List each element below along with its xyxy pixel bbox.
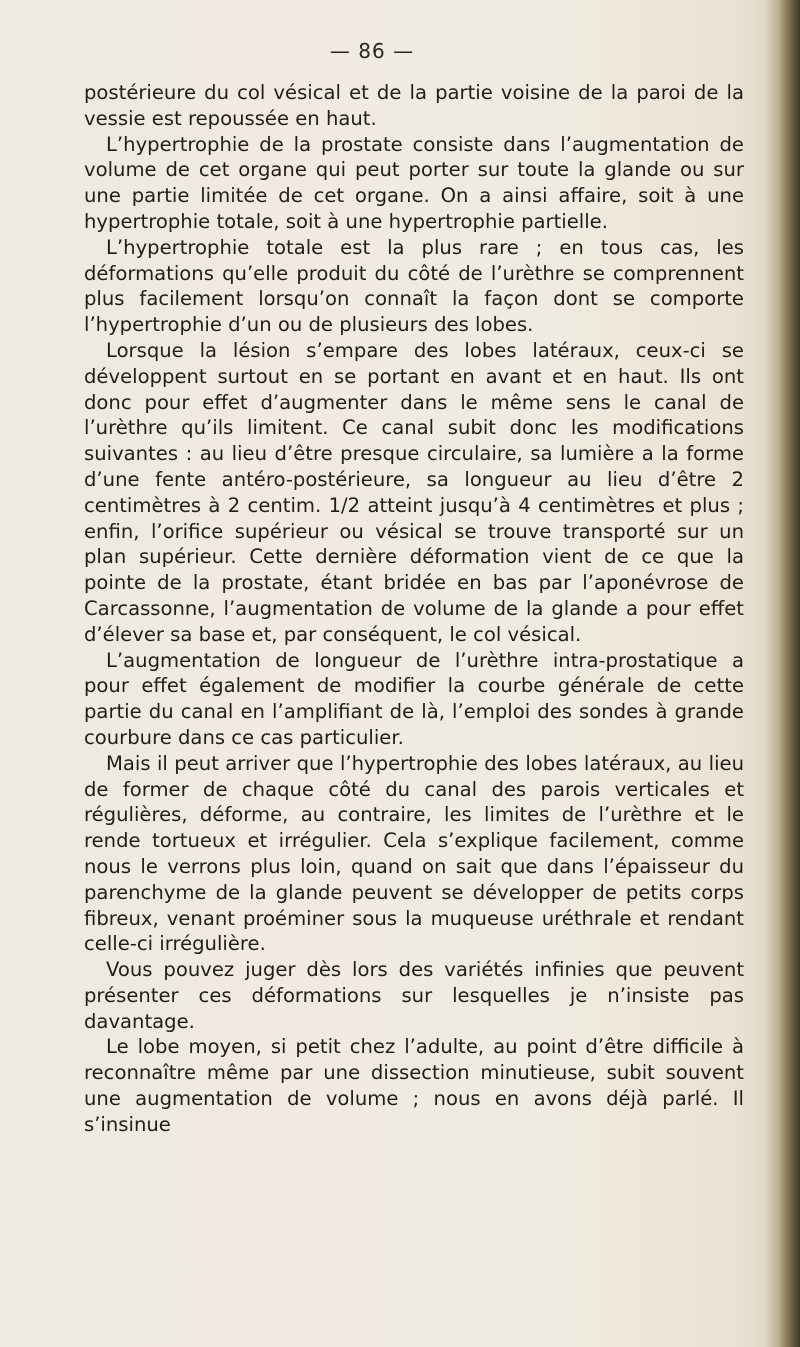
paragraph: Lorsque la lésion s’empare des lobes latéraux, ceux-ci se développent surtout en se portant en avant et en haut. Ils ont donc pour effet d’augmenter dans le même sens le canal de l’urèthre qu’ils limitent. Ce canal subit donc les modifications suivantes : au lieu d’être presque circulaire, sa lumière a la forme d’une fente antéro-postérieure, sa longueur au lieu d’être 2 centimètres à 2 centim. 1/2 atteint jusqu’à 4 centimètres et plus ; enfin, l’orifice supérieur ou vésical se trouve transporté sur un plan supérieur. Cette dernière déformation vient de ce que la pointe de la prostate, étant bridée en bas par l’aponévrose de Carcassonne, l’augmentation de volume de la glande a pour effet d’élever sa base et, par conséquent, le col vésical. <box>84 338 744 646</box>
body-text <box>84 80 744 1138</box>
paragraph: postérieure du col vésical et de la partie voisine de la paroi de la vessie est repoussée en haut. <box>84 81 744 130</box>
paragraph: Le lobe moyen, si petit chez l’adulte, au point d’être difficile à reconnaître même par une dissection minutieuse, subit souvent une augmentation de volume ; nous en avons déjà parlé. Il s’insinue <box>84 1035 744 1136</box>
paragraph: L’hypertrophie totale est la plus rare ; en tous cas, les déformations qu’elle produit du côté de l’urèthre se comprennent plus facilement lorsqu’on connaît la façon dont se comporte l’hypertrophie d’un ou de plusieurs des lobes. <box>84 235 744 337</box>
paragraph: L’augmentation de longueur de l’urèthre intra-prostatique a pour effet également de modifier la courbe générale de cette partie du canal en l’amplifiant de là, l’emploi des sondes à grande courbure dans ce cas particulier. <box>84 648 744 749</box>
page-number: — 86 — <box>329 39 415 63</box>
paragraph: Vous pouvez juger dès lors des variétés infinies que peuvent présenter ces déformations sur lesquelles je n’insiste pas davantage. <box>84 958 744 1033</box>
paragraph: L’hypertrophie de la prostate consiste dans l’augmentation de volume de cet organe qui peut porter sur toute la glande ou sur une partie limitée de cet organe. On a ainsi affaire, soit à une hypertrophie totale, soit à une hypertrophie partielle. <box>84 132 744 233</box>
paragraph: Mais il peut arriver que l’hypertrophie des lobes latéraux, au lieu de former de chaque côté du canal des parois verticales et régulières, déforme, au contraire, les limites de l’urèthre et le rende tortueux et irrégulier. Cela s’explique facilement, comme nous le verrons plus loin, quand on sait que dans l’épaisseur du parenchyme de la glande peuvent se développer de petits corps fibreux, venant proéminer sous la muqueuse uréthrale et rendant celle-ci irrégulière. <box>84 751 744 956</box>
book-spine-edge <box>764 0 800 1347</box>
